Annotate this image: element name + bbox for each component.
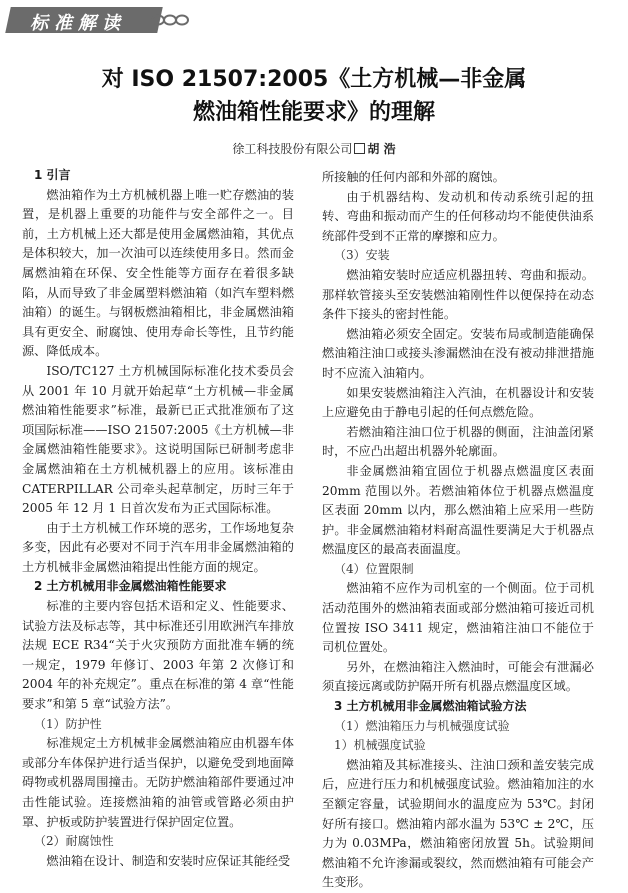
article-title-line-2: 燃油箱性能要求》的理解 xyxy=(192,100,435,125)
author-organization: 徐工科技股份有限公司 xyxy=(232,142,353,156)
paragraph: 若燃油箱注油口位于机器的侧面，注油盖闭紧时，不应凸出超出机器外轮廓面。 xyxy=(322,424,594,459)
section-heading-requirements: 2 土方机械用非金属燃油箱性能要求 xyxy=(34,579,227,594)
author-line xyxy=(0,140,628,157)
paragraph: ISO/TC127 土方机械国际标准化技术委员会从 2001 年 10 月就开始起草“土方机械—非金属燃油箱性能要求”标准，最新已正式批准颁布了这项国际标准——ISO 21507:2005《土方机械—非金属燃油箱性能要求》。这说明国际已研制考虑非金属燃油箱在土方机械机器上的应用。该标准由 CATERPILLAR 公司牵头起草制定，历时三年于 2005 年 12 月 1 日首次发布为正式国际标准。 xyxy=(22,363,294,516)
subsection-heading: （1）防护性 xyxy=(34,716,102,731)
paragraph: 燃油箱作为土方机械机器上唯一贮存燃油的装置，是机器上重要的功能件与安全部件之一。目前，土方机械上还大都是使用金属燃油箱，其优点是体积较大，加一次油可以连续使用多日。然而金属燃油箱在环保、安全性能等方面存在着很多缺陷，从而导致了非金属塑料燃油箱（如汽车塑料燃油箱）的诞生。与钢板燃油箱相比，非金属燃油箱具有更安全、耐腐蚀、使用寿命长等性，且节约能源、降低成本。 xyxy=(22,187,294,359)
right-column xyxy=(322,168,594,890)
paragraph: 标准规定土方机械非金属燃油箱应由机器车体或部分车体保护进行适当保护，以避免受到地面障碍物或机器周围撞击。无防护燃油箱部件要通过冲击性能试验。连接燃油箱的油管或管路必须由护罩、护板或防护装置进行保护固定位置。 xyxy=(22,736,294,829)
paragraph: 燃油箱安装时应适应机器扭转、弯曲和振动。那样软管接头至安装燃油箱刚性件以便保持在动态条件下接头的密封性能。 xyxy=(322,267,594,322)
paragraph: 由于土方机械工作环境的恶劣，工作场地复杂多变，因此有必要对不同于汽车用非金属燃油箱的土方机械非金属燃油箱提出性能方面的规定。 xyxy=(22,520,294,574)
section-heading-intro: 1 引言 xyxy=(34,168,71,182)
separator-square-icon xyxy=(354,143,365,154)
banner-label: 标准解读 xyxy=(30,13,126,34)
author-name: 胡 浩 xyxy=(367,142,396,156)
subsection-heading: 1）机械强度试验 xyxy=(334,738,426,753)
subsection-heading: （3）安装 xyxy=(334,248,390,263)
paragraph: 燃油箱在设计、制造和安装时应保证其能经受 xyxy=(46,853,291,868)
paragraph: 非金属燃油箱宜固位于机器点燃温度区表面 20mm 范围以外。若燃油箱体位于机器点燃温度区表面 20mm 以内，那么燃油箱上应采用一些防护。非金属燃油箱材料耐高温性要满足大于机器点燃温度区的最高表面温度。 xyxy=(322,463,594,557)
section-heading-test-methods: 3 土方机械用非金属燃油箱试验方法 xyxy=(334,699,527,714)
paragraph: 燃油箱不应作为司机室的一个侧面。位于司机活动范围外的燃油箱表面或部分燃油箱可接近司机位置按 ISO 3411 规定，燃油箱注油口不能位于司机位置处。 xyxy=(322,581,594,655)
section-banner xyxy=(0,0,628,40)
paragraph: 标准的主要内容包括术语和定义、性能要求、试验方法及标志等，其中标准还引用欧洲汽车排放法规 ECE R34“关于火灾预防方面批准车辆的统一规定，1979 年修订、2003 年第 2 次修订和 2004 年的补充规定”。重点在标准的第 4 章“性能要求”和第 5 章“试验方法”。 xyxy=(22,599,294,712)
paragraph: 所接触的任何内部和外部的腐蚀。 xyxy=(322,170,505,184)
left-column xyxy=(22,166,294,868)
subsection-heading: （4）位置限制 xyxy=(334,561,414,576)
article-title-line-1: 对 ISO 21507:2005《土方机械—非金属 xyxy=(101,67,527,92)
paragraph: 燃油箱及其标准接头、注油口颈和盖安装完成后，应进行压力和机械强度试验。燃油箱加注的水至额定容量，试验期间水的温度应为 53℃。封闭好所有接口。燃油箱内部水温为 53℃ ± 2℃，压力为 0.03MPa，燃油箱密闭放置 5h。试验期间燃油箱不允许渗漏或裂纹，然而燃油箱有可能会产生变形。 xyxy=(322,757,594,890)
subsection-heading: （2）耐腐蚀性 xyxy=(34,834,114,849)
paragraph: 如果安装燃油箱注入汽油，在机器设计和安装上应避免由于静电引起的任何点燃危险。 xyxy=(322,385,594,420)
paragraph: 燃油箱必须安全固定。安装布局或制造能确保燃油箱注油口或接头渗漏燃油在没有被动排泄措施时不应流入油箱内。 xyxy=(322,326,594,380)
paragraph: 另外，在燃油箱注入燃油时，可能会有泄漏必须直接远离或防护隔开所有机器点燃温度区域。 xyxy=(322,659,594,694)
paragraph: 由于机器结构、发动机和传动系统引起的扭转、弯曲和振动而产生的任何移动均不能使供油系统部件受到不正常的摩擦和应力。 xyxy=(322,189,594,243)
chain-link-icon xyxy=(150,13,190,27)
subsection-heading: （1）燃油箱压力与机械强度试验 xyxy=(334,718,510,733)
